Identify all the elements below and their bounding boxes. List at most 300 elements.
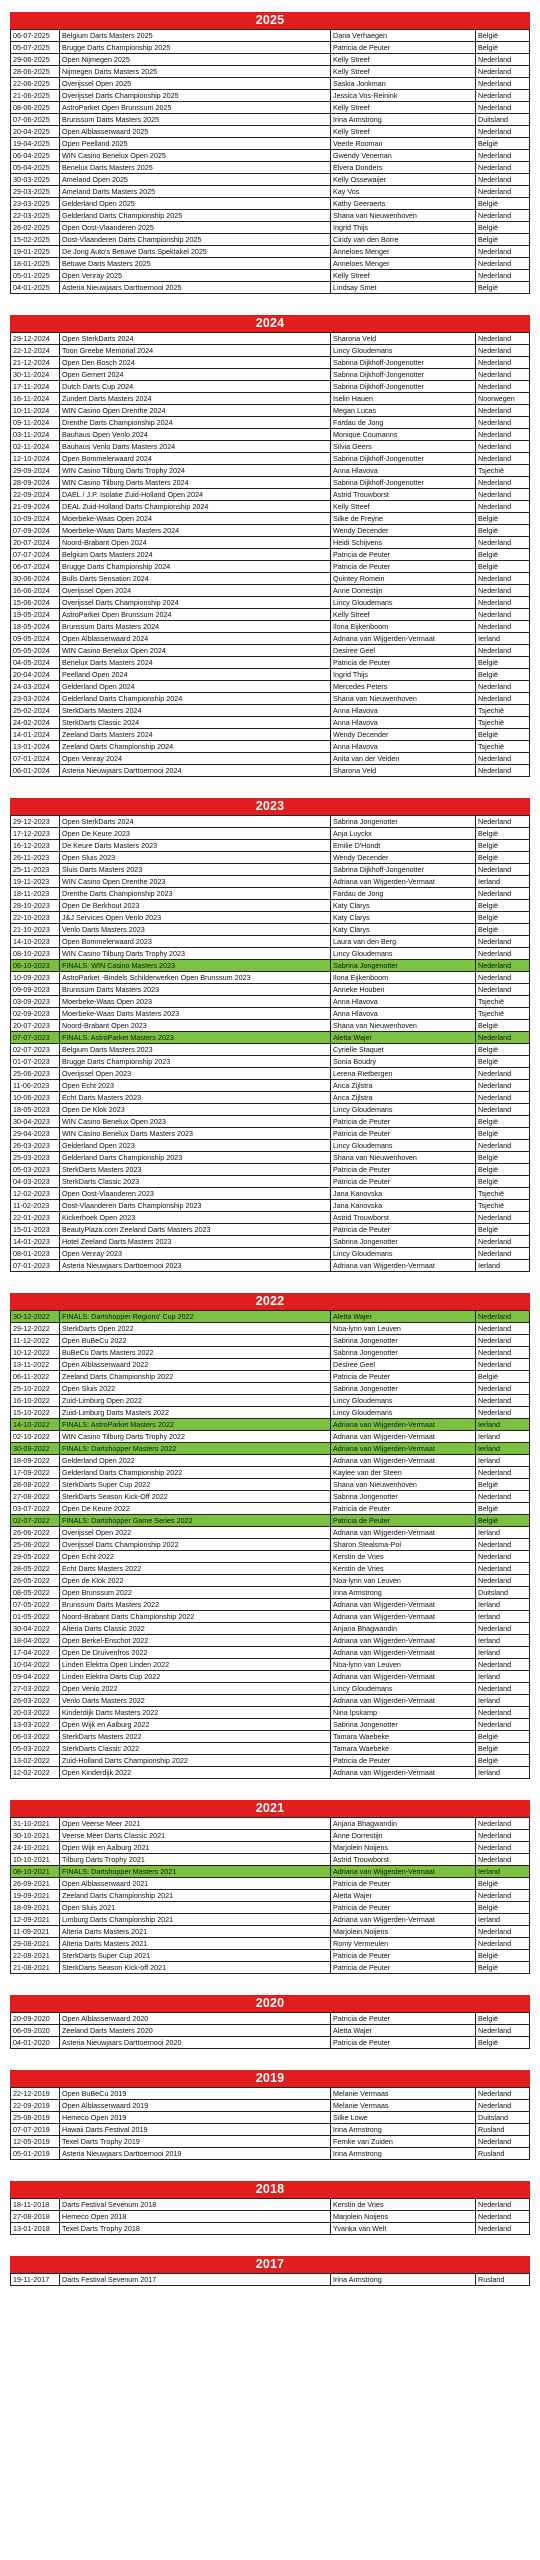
event-cell: Gelderland Darts Championship 2025 [60, 210, 331, 222]
date-cell: 26-11-2023 [11, 852, 60, 864]
country-cell: Nederland [476, 174, 530, 186]
country-cell: Nederland [476, 381, 530, 393]
event-cell: AstroParket Open Brunssum 2024 [60, 609, 331, 621]
event-cell: WIN Casino Benelux Darts Masters 2023 [60, 1128, 331, 1140]
winner-cell: Monique Coumanns [331, 429, 476, 441]
date-cell: 02-11-2024 [11, 441, 60, 453]
winner-cell: Noa-lynn van Leuven [331, 1323, 476, 1335]
date-cell: 27-08-2018 [11, 2211, 60, 2223]
event-cell: Belgium Darts Masters 2023 [60, 1044, 331, 1056]
year-section [10, 1293, 530, 1779]
country-cell: Nederland [476, 2088, 530, 2100]
table-row [11, 1890, 530, 1902]
country-cell: Tsjechië [476, 465, 530, 477]
winner-cell: Kelly Streef [331, 501, 476, 513]
winner-cell: Desiree Geel [331, 645, 476, 657]
country-cell: België [476, 657, 530, 669]
event-cell: Drenthe Darts Championship 2023 [60, 888, 331, 900]
event-cell: FINALS: AstroParket Masters 2023 [60, 1032, 331, 1044]
table-row [11, 1323, 530, 1335]
table-row [11, 1539, 530, 1551]
country-cell: Tsjechië [476, 1200, 530, 1212]
country-cell: België [476, 840, 530, 852]
country-cell: Nederland [476, 90, 530, 102]
table-row [11, 1092, 530, 1104]
table-row [11, 1176, 530, 1188]
winner-cell: Anne Dorrestijn [331, 1830, 476, 1842]
date-cell: 16-12-2023 [11, 840, 60, 852]
date-cell: 08-01-2023 [11, 1248, 60, 1260]
event-cell: Open Brunssum 2022 [60, 1587, 331, 1599]
table-row [11, 2013, 530, 2025]
event-cell: Zundert Darts Masters 2024 [60, 393, 331, 405]
country-cell: België [476, 234, 530, 246]
winner-cell: Kelly Streef [331, 126, 476, 138]
table-row [11, 453, 530, 465]
country-cell: België [476, 2037, 530, 2049]
country-cell: Nederland [476, 1719, 530, 1731]
date-cell: 12-10-2024 [11, 453, 60, 465]
table-row [11, 1563, 530, 1575]
table-row [11, 1551, 530, 1563]
country-cell: Nederland [476, 345, 530, 357]
table-row [11, 924, 530, 936]
event-cell: Kickerhoek Open 2023 [60, 1212, 331, 1224]
winner-cell: Jana Kanovska [331, 1200, 476, 1212]
table-row [11, 2100, 530, 2112]
event-cell: Gelderland Open 2023 [60, 1140, 331, 1152]
event-cell: Ameland Darts Masters 2025 [60, 186, 331, 198]
year-section [10, 798, 530, 1272]
winner-cell: Sabrina Jongenotter [331, 960, 476, 972]
year-header: 2023 [10, 798, 530, 815]
table-row [11, 54, 530, 66]
country-cell: België [476, 1950, 530, 1962]
winner-cell: Astrid Trouwborst [331, 1212, 476, 1224]
event-cell: WIN Casino Benelux Open 2023 [60, 1116, 331, 1128]
event-cell: WIN Casino Open Drenthe 2023 [60, 876, 331, 888]
country-cell: Nederland [476, 1539, 530, 1551]
event-cell: SterkDarts Classic 2022 [60, 1743, 331, 1755]
event-cell: Brunssum Darts Masters 2022 [60, 1599, 331, 1611]
event-cell: Toon Greebe Memorial 2024 [60, 345, 331, 357]
country-cell: Nederland [476, 1359, 530, 1371]
table-row [11, 1767, 530, 1779]
date-cell: 20-04-2025 [11, 126, 60, 138]
table-row [11, 1962, 530, 1974]
event-cell: SterkDarts Masters 2023 [60, 1164, 331, 1176]
country-cell: Nederland [476, 948, 530, 960]
event-cell: Zeeland Darts Championship 2022 [60, 1371, 331, 1383]
year-header: 2020 [10, 1995, 530, 2012]
year-header: 2017 [10, 2256, 530, 2273]
date-cell: 20-03-2022 [11, 1707, 60, 1719]
country-cell: Nederland [476, 753, 530, 765]
date-cell: 05-05-2024 [11, 645, 60, 657]
country-cell: Ierland [476, 1431, 530, 1443]
winner-cell: Patricia de Peuter [331, 1950, 476, 1962]
winner-cell: Lindsay Smet [331, 282, 476, 294]
date-cell: 10-04-2022 [11, 1659, 60, 1671]
winner-cell: Sabrina Dijkhoff-Jongenotter [331, 369, 476, 381]
event-cell: SterkDarts Season Kick-Off 2022 [60, 1491, 331, 1503]
event-cell: Open de Klok 2022 [60, 1575, 331, 1587]
table-row [11, 393, 530, 405]
winner-cell: Kathy Geeraerts [331, 198, 476, 210]
table-row [11, 1248, 530, 1260]
winner-cell: Patricia de Peuter [331, 1128, 476, 1140]
winner-cell: Anna Hlavova [331, 705, 476, 717]
table-row [11, 90, 530, 102]
country-cell: België [476, 1224, 530, 1236]
event-cell: Brugge Darts Championship 2024 [60, 561, 331, 573]
date-cell: 10-12-2022 [11, 1347, 60, 1359]
table-row [11, 186, 530, 198]
event-cell: Zeeland Darts Championship 2021 [60, 1890, 331, 1902]
event-cell: Open De Keure 2022 [60, 1503, 331, 1515]
table-row [11, 2088, 530, 2100]
event-cell: Open Sluis 2022 [60, 1383, 331, 1395]
country-cell: Nederland [476, 1623, 530, 1635]
winner-cell: Kay Vos [331, 186, 476, 198]
country-cell: Nederland [476, 1467, 530, 1479]
date-cell: 19-04-2025 [11, 138, 60, 150]
date-cell: 30-10-2021 [11, 1830, 60, 1842]
country-cell: Nederland [476, 1212, 530, 1224]
date-cell: 08-06-2025 [11, 102, 60, 114]
year-section [10, 2181, 530, 2235]
date-cell: 21-10-2023 [11, 924, 60, 936]
country-cell: Nederland [476, 1830, 530, 1842]
results-table [10, 2273, 530, 2286]
date-cell: 20-04-2024 [11, 669, 60, 681]
event-cell: Alteria Darts Masters 2021 [60, 1926, 331, 1938]
country-cell: Ierland [476, 1443, 530, 1455]
table-row [11, 417, 530, 429]
winner-cell: Shana van Nieuwenhoven [331, 1479, 476, 1491]
event-cell: Texel Darts Trophy 2019 [60, 2136, 331, 2148]
country-cell: Nederland [476, 1575, 530, 1587]
winner-cell: Melanie Vermaas [331, 2100, 476, 2112]
table-row [11, 537, 530, 549]
country-cell: Nederland [476, 1659, 530, 1671]
event-cell: FINALS: Dartshopper Game Series 2022 [60, 1515, 331, 1527]
year-header: 2025 [10, 12, 530, 29]
date-cell: 13-01-2024 [11, 741, 60, 753]
event-cell: Zuid-Limburg Open 2022 [60, 1395, 331, 1407]
country-cell: België [476, 669, 530, 681]
table-row [11, 126, 530, 138]
country-cell: Ierland [476, 1647, 530, 1659]
event-cell: Overijssel Open 2025 [60, 78, 331, 90]
table-row [11, 1914, 530, 1926]
winner-cell: Sabrina Jongenotter [331, 1236, 476, 1248]
table-row [11, 1347, 530, 1359]
winner-cell: Fernke van Zuiden [331, 2136, 476, 2148]
event-cell: Open Sluis 2021 [60, 1902, 331, 1914]
date-cell: 06-01-2024 [11, 765, 60, 777]
date-cell: 25-06-2023 [11, 1068, 60, 1080]
table-row [11, 405, 530, 417]
winner-cell: Patricia de Peuter [331, 1503, 476, 1515]
event-cell: WIN Casino Open Drenthe 2024 [60, 405, 331, 417]
winner-cell: Desiree Geel [331, 1359, 476, 1371]
table-row [11, 1188, 530, 1200]
date-cell: 03-09-2023 [11, 996, 60, 1008]
date-cell: 18-09-2021 [11, 1902, 60, 1914]
country-cell: België [476, 1902, 530, 1914]
winner-cell: Kelly Streef [331, 609, 476, 621]
date-cell: 10-10-2021 [11, 1854, 60, 1866]
event-cell: SterkDarts Masters 2024 [60, 705, 331, 717]
event-cell: Open De Druivenfros 2022 [60, 1647, 331, 1659]
table-row [11, 246, 530, 258]
table-row [11, 1164, 530, 1176]
date-cell: 21-12-2024 [11, 357, 60, 369]
date-cell: 05-03-2022 [11, 1743, 60, 1755]
winner-cell: Kerstin de Vries [331, 2199, 476, 2211]
country-cell: Ierland [476, 1527, 530, 1539]
winner-cell: Kelly Streef [331, 66, 476, 78]
event-cell: Open Alblasserwaard 2025 [60, 126, 331, 138]
date-cell: 10-09-2023 [11, 972, 60, 984]
date-cell: 11-12-2022 [11, 1335, 60, 1347]
table-row [11, 2025, 530, 2037]
country-cell: België [476, 1515, 530, 1527]
event-cell: Open Peelland 2025 [60, 138, 331, 150]
table-row [11, 1623, 530, 1635]
country-cell: Nederland [476, 1311, 530, 1323]
winner-cell: Sabrina Jongenotter [331, 1335, 476, 1347]
event-cell: Moerbeke-Waas Darts Masters 2023 [60, 1008, 331, 1020]
winner-cell: Tamara Waebeke [331, 1731, 476, 1743]
table-row [11, 1371, 530, 1383]
table-row [11, 2124, 530, 2136]
event-cell: Open SterkDarts 2024 [60, 333, 331, 345]
winner-cell: Anna Hlavova [331, 717, 476, 729]
table-row [11, 681, 530, 693]
winner-cell: Katy Clarys [331, 924, 476, 936]
country-cell: België [476, 1020, 530, 1032]
date-cell: 08-05-2022 [11, 1587, 60, 1599]
date-cell: 27-03-2022 [11, 1683, 60, 1695]
event-cell: Gelderland Open 2022 [60, 1455, 331, 1467]
date-cell: 03-07-2022 [11, 1503, 60, 1515]
event-cell: Gelderland Open 2025 [60, 198, 331, 210]
table-row [11, 1128, 530, 1140]
table-row [11, 441, 530, 453]
winner-cell: Irina Armstrong [331, 2124, 476, 2136]
date-cell: 07-09-2024 [11, 525, 60, 537]
event-cell: Open Bommelerwaard 2024 [60, 453, 331, 465]
event-cell: Open Kinderdijk 2022 [60, 1767, 331, 1779]
date-cell: 22-09-2024 [11, 489, 60, 501]
table-row [11, 717, 530, 729]
date-cell: 04-05-2024 [11, 657, 60, 669]
winner-cell: Patricia de Peuter [331, 1755, 476, 1767]
event-cell: Nijmegen Darts Masters 2025 [60, 66, 331, 78]
winner-cell: Noa-lynn van Leuven [331, 1575, 476, 1587]
country-cell: Nederland [476, 357, 530, 369]
winner-cell: Anneloes Menger [331, 246, 476, 258]
event-cell: Linden Elektra Darts Cup 2022 [60, 1671, 331, 1683]
country-cell: Nederland [476, 1842, 530, 1854]
country-cell: België [476, 852, 530, 864]
table-row [11, 1854, 530, 1866]
event-cell: SterkDarts Season Kick-off 2021 [60, 1962, 331, 1974]
date-cell: 12-05-2019 [11, 2136, 60, 2148]
date-cell: 30-03-2025 [11, 174, 60, 186]
event-cell: Overijssel Open 2022 [60, 1527, 331, 1539]
table-row [11, 162, 530, 174]
table-row [11, 741, 530, 753]
country-cell: Nederland [476, 1818, 530, 1830]
event-cell: Venlo Darts Masters 2023 [60, 924, 331, 936]
winner-cell: Patricia de Peuter [331, 2037, 476, 2049]
event-cell: Kinderdijk Darts Masters 2022 [60, 1707, 331, 1719]
country-cell: Nederland [476, 162, 530, 174]
event-cell: Asteria Nieuwjaars Darttoernooi 2019 [60, 2148, 331, 2160]
table-row [11, 912, 530, 924]
date-cell: 13-01-2018 [11, 2223, 60, 2235]
country-cell: België [476, 1743, 530, 1755]
country-cell: Nederland [476, 621, 530, 633]
date-cell: 07-06-2025 [11, 114, 60, 126]
date-cell: 24-02-2024 [11, 717, 60, 729]
table-row [11, 1695, 530, 1707]
event-cell: Open Gemert 2024 [60, 369, 331, 381]
date-cell: 22-06-2025 [11, 78, 60, 90]
event-cell: Open BuBeCu 2022 [60, 1335, 331, 1347]
table-row [11, 1659, 530, 1671]
table-row [11, 972, 530, 984]
country-cell: Nederland [476, 2199, 530, 2211]
event-cell: Bauhaus Open Venlo 2024 [60, 429, 331, 441]
winner-cell: Adriana van Wijgerden-Vermaat [331, 1599, 476, 1611]
date-cell: 17-09-2022 [11, 1467, 60, 1479]
country-cell: Ierland [476, 1599, 530, 1611]
winner-cell: Yvanka van Welt [331, 2223, 476, 2235]
winner-cell: Noa-lynn van Leuven [331, 1659, 476, 1671]
table-row [11, 1878, 530, 1890]
results-table [10, 815, 530, 1272]
date-cell: 30-04-2022 [11, 1623, 60, 1635]
country-cell: Nederland [476, 501, 530, 513]
date-cell: 28-06-2025 [11, 66, 60, 78]
winner-cell: Shana van Nieuwenhoven [331, 693, 476, 705]
winner-cell: Ingrid Thijs [331, 222, 476, 234]
date-cell: 30-06-2024 [11, 573, 60, 585]
winner-cell: Irina Armstrong [331, 1587, 476, 1599]
date-cell: 06-07-2025 [11, 30, 60, 42]
table-row [11, 1842, 530, 1854]
table-row [11, 1926, 530, 1938]
winner-cell: Patricia de Peuter [331, 1962, 476, 1974]
country-cell: België [476, 549, 530, 561]
event-cell: Brunssum Darts Masters 2023 [60, 984, 331, 996]
winner-cell: Marjolein Noijens [331, 1842, 476, 1854]
winner-cell: Aletta Wajer [331, 1311, 476, 1323]
table-row [11, 2211, 530, 2223]
date-cell: 11-09-2021 [11, 1926, 60, 1938]
country-cell: Nederland [476, 693, 530, 705]
date-cell: 07-07-2023 [11, 1032, 60, 1044]
winner-cell: Tamara Waebeke [331, 1743, 476, 1755]
country-cell: België [476, 198, 530, 210]
event-cell: Texel Darts Trophy 2018 [60, 2223, 331, 2235]
winner-cell: Kelly Streef [331, 54, 476, 66]
event-cell: Dutch Darts Cup 2024 [60, 381, 331, 393]
results-table [10, 1817, 530, 1974]
date-cell: 28-09-2024 [11, 477, 60, 489]
event-cell: Oost-Vlaanderen Darts Championship 2025 [60, 234, 331, 246]
table-row [11, 1575, 530, 1587]
date-cell: 16-10-2022 [11, 1395, 60, 1407]
table-row [11, 1467, 530, 1479]
winner-cell: Patricia de Peuter [331, 1515, 476, 1527]
event-cell: Brunssum Darts Masters 2025 [60, 114, 331, 126]
event-cell: Open Alblasserwaard 2020 [60, 2013, 331, 2025]
winner-cell: Elvera Donders [331, 162, 476, 174]
winner-cell: Anja Luyckx [331, 828, 476, 840]
event-cell: Open Oost-Vlaanderen 2023 [60, 1188, 331, 1200]
date-cell: 26-09-2021 [11, 1878, 60, 1890]
date-cell: 09-11-2024 [11, 417, 60, 429]
country-cell: Nederland [476, 2025, 530, 2037]
table-row [11, 1599, 530, 1611]
event-cell: Open Echt 2023 [60, 1080, 331, 1092]
event-cell: Brugge Darts Championship 2025 [60, 42, 331, 54]
winner-cell: Lincy Gloudemans [331, 1104, 476, 1116]
event-cell: Benelux Darts Masters 2025 [60, 162, 331, 174]
winner-cell: Astrid Trouwborst [331, 489, 476, 501]
country-cell: Nederland [476, 1236, 530, 1248]
date-cell: 05-03-2023 [11, 1164, 60, 1176]
date-cell: 28-08-2022 [11, 1479, 60, 1491]
country-cell: België [476, 1056, 530, 1068]
date-cell: 09-05-2024 [11, 633, 60, 645]
country-cell: België [476, 900, 530, 912]
event-cell: Darts Festival Sevenum 2017 [60, 2274, 331, 2286]
date-cell: 26-05-2022 [11, 1575, 60, 1587]
date-cell: 18-05-2024 [11, 621, 60, 633]
country-cell: Duitsland [476, 114, 530, 126]
winner-cell: Veerle Rooman [331, 138, 476, 150]
date-cell: 15-06-2024 [11, 597, 60, 609]
country-cell: België [476, 42, 530, 54]
table-row [11, 1938, 530, 1950]
table-row [11, 477, 530, 489]
event-cell: Open BuBeCu 2019 [60, 2088, 331, 2100]
event-cell: Limburg Darts Championship 2021 [60, 1914, 331, 1926]
table-row [11, 270, 530, 282]
date-cell: 26-03-2023 [11, 1140, 60, 1152]
winner-cell: Lincy Gloudemans [331, 948, 476, 960]
table-row [11, 2199, 530, 2211]
event-cell: WIN Casino Tilburg Darts Trophy 2023 [60, 948, 331, 960]
date-cell: 06-10-2023 [11, 960, 60, 972]
table-row [11, 1068, 530, 1080]
year-section [10, 1800, 530, 1974]
date-cell: 10-11-2024 [11, 405, 60, 417]
date-cell: 02-07-2022 [11, 1515, 60, 1527]
winner-cell: Patricia de Peuter [331, 1878, 476, 1890]
event-cell: WIN Casino Benelux Open 2025 [60, 150, 331, 162]
table-row [11, 234, 530, 246]
winner-cell: Irina Armstrong [331, 2148, 476, 2160]
winner-cell: Adriana van Wijgerden-Vermaat [331, 1695, 476, 1707]
table-row [11, 2148, 530, 2160]
